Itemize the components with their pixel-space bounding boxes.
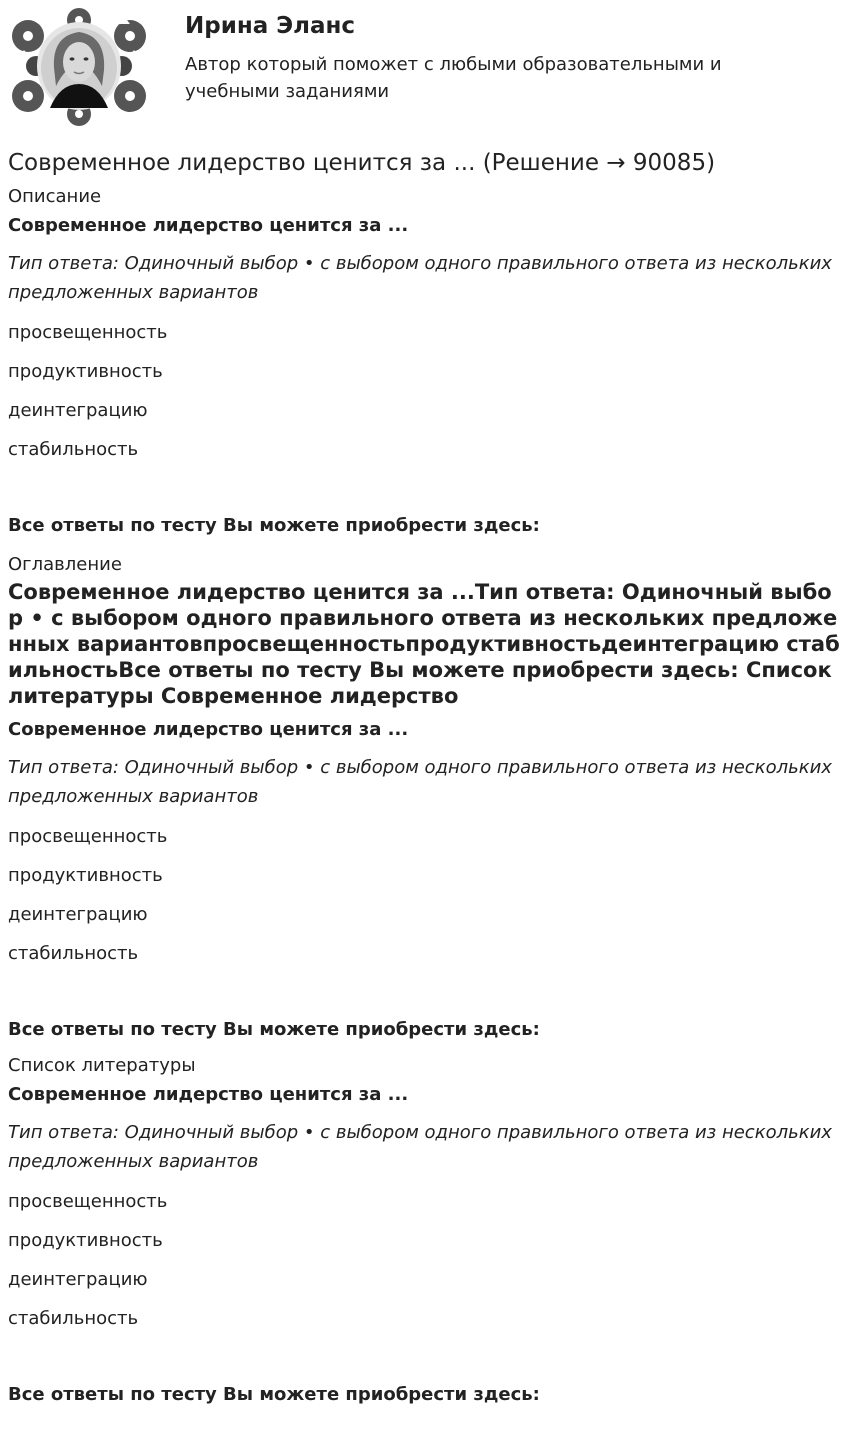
answer-option: деинтеграцию	[8, 904, 148, 925]
toc-text: Современное лидерство ценится за ...Тип ответа: Одиночный выбор • с выбором одного правильного ответа из нескольких предложенных вариантовпросвещенностьпродуктивностьдеинтеграцию стабильностьВсе ответы по тесту Вы можете приобрести здесь: Список литературы Современное лидерство	[8, 580, 840, 708]
section-label-toc: Оглавление	[8, 554, 122, 575]
author-header	[0, 0, 847, 140]
page-title: Современное лидерство ценится за ... (Решение → 90085)	[8, 150, 716, 176]
answer-option: стабильность	[8, 439, 139, 460]
answer-option: стабильность	[8, 943, 139, 964]
answer-option: просвещенность	[8, 1191, 168, 1212]
answer-option: продуктивность	[8, 865, 163, 886]
section-label-description: Описание	[8, 186, 102, 207]
answer-option: стабильность	[8, 1308, 139, 1329]
buy-answers-text: Все ответы по тесту Вы можете приобрести здесь:	[8, 1019, 540, 1040]
question-text: Современное лидерство ценится за ...	[8, 215, 409, 236]
author-avatar[interactable]	[6, 6, 152, 128]
literature-section	[8, 1055, 840, 1406]
answer-type: Тип ответа: Одиночный выбор • с выбором одного правильного ответа из нескольких предложенных вариантов	[8, 757, 832, 807]
author-name[interactable]: Ирина Эланс	[185, 13, 356, 39]
main-content	[8, 146, 840, 1406]
question-text: Современное лидерство ценится за ...	[8, 719, 409, 740]
answer-option: просвещенность	[8, 826, 168, 847]
description-section	[8, 186, 840, 537]
answer-option: деинтеграцию	[8, 400, 148, 421]
buy-answers-text: Все ответы по тесту Вы можете приобрести здесь:	[8, 515, 540, 536]
answer-type: Тип ответа: Одиночный выбор • с выбором одного правильного ответа из нескольких предложенных вариантов	[8, 1122, 832, 1172]
author-description: Автор который поможет с любыми образовательными и учебными заданиями	[185, 54, 722, 102]
question-text: Современное лидерство ценится за ...	[8, 1084, 409, 1105]
answer-type: Тип ответа: Одиночный выбор • с выбором одного правильного ответа из нескольких предложенных вариантов	[8, 253, 832, 303]
section-label-literature: Список литературы	[8, 1055, 196, 1076]
answer-option: продуктивность	[8, 1230, 163, 1251]
answer-option: деинтеграцию	[8, 1269, 148, 1290]
answer-option: просвещенность	[8, 322, 168, 343]
answer-option: продуктивность	[8, 361, 163, 382]
toc-section	[8, 554, 840, 1041]
buy-answers-text: Все ответы по тесту Вы можете приобрести здесь:	[8, 1384, 540, 1405]
